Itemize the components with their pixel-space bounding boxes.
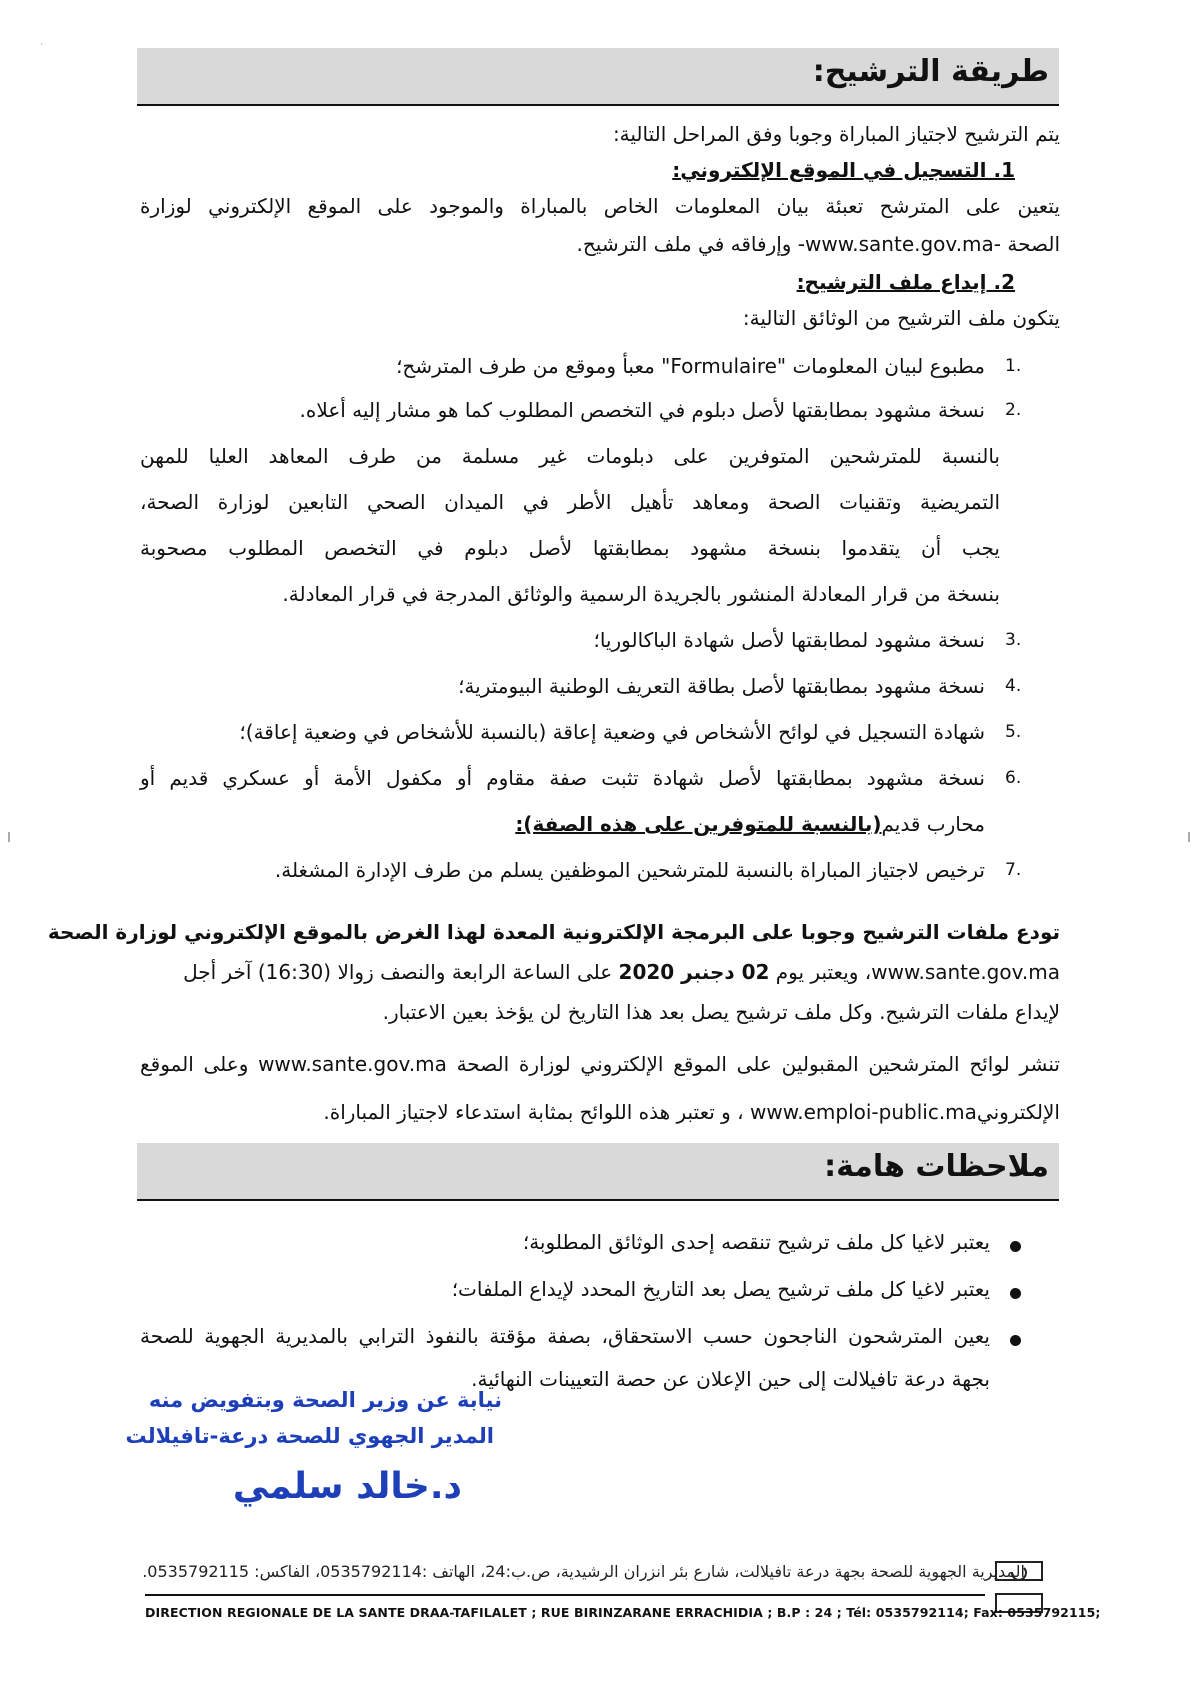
item6-cont-plain: محارب قديم	[881, 812, 985, 836]
list-item: نسخة مشهود بمطابقتها لأصل شهادة تثبت صفة مقاوم أو مكفول الأمة أو عسكري قديم أو	[140, 766, 985, 790]
step1-line2: الصحة -www.sante.gov.ma- وإرفاقه في ملف الترشيح.	[576, 232, 1060, 256]
signature-stamp	[125, 1380, 502, 1520]
section-header-notes	[137, 1143, 1059, 1201]
item-number: 7.	[1005, 860, 1022, 880]
bullet-icon	[1010, 1241, 1021, 1252]
scan-edge-mark	[8, 832, 10, 842]
item-number: 1.	[1005, 356, 1022, 376]
step1-line1: يتعين على المترشح تعبئة بيان المعلومات الخاص بالمباراة والموجود على الموقع الإلكتروني لوزارة	[140, 194, 1060, 218]
scan-artifact: ·	[40, 40, 43, 50]
item-number: 4.	[1005, 676, 1022, 696]
item-number: 5.	[1005, 722, 1022, 742]
footer-arabic-address: المديرية الجهوية للصحة بجهة درعة تافيلالت، شارع بئر انزران الرشيدية، ص.ب:24، الهاتف :0535792114، الفاكس: 0535792115.	[142, 1562, 1025, 1581]
note-item: يعين المترشحون الناجحون حسب الاستحقاق، بصفة مؤقتة بالنفوذ الترابي بالمديرية الجهوية للصحة	[140, 1324, 990, 1348]
equivalence-note-line: بالنسبة للمترشحين المتوفرين على دبلومات غير مسلمة من طرف المعاهد العليا للمهن	[140, 444, 1000, 468]
signature-line2: المدير الجهوي للصحة درعة-تافيلالت	[125, 1424, 494, 1448]
step1-heading: 1. التسجيل في الموقع الإلكتروني:	[672, 158, 1015, 182]
signature-name: د.خالد سلمي	[232, 1466, 462, 1507]
item-number: 2.	[1005, 400, 1022, 420]
section-title: طريقة الترشيح:	[812, 54, 1049, 89]
footer-divider	[145, 1594, 985, 1596]
step2-heading: 2. إيداع ملف الترشيح:	[796, 270, 1015, 294]
deposit-line4: تنشر لوائح المترشحين المقبولين على الموقع الإلكتروني لوزارة الصحة www.sante.gov.ma وعلى الموقع	[140, 1052, 1060, 1076]
candidacy-intro: يتم الترشيح لاجتياز المباراة وجوبا وفق المراحل التالية:	[612, 122, 1060, 146]
footer-french-address: DIRECTION REGIONALE DE LA SANTE DRAA-TAFILALET ; RUE BIRINZARANE ERRACHIDIA ; B.P : 24 ; Tél: 0535792114; Fax: 0535792115;	[145, 1605, 1101, 1620]
list-item: نسخة مشهود بمطابقتها لأصل دبلوم في التخصص المطلوب كما هو مشار إليه أعلاه.	[299, 398, 985, 422]
item6-continuation	[515, 810, 985, 838]
note-item: يعتبر لاغيا كل ملف ترشيح تنقصه إحدى الوثائق المطلوبة؛	[522, 1230, 990, 1254]
note-item-continuation: بجهة درعة تافيلالت إلى حين الإعلان عن حصة التعيينات النهائية.	[471, 1367, 990, 1391]
equivalence-note-line: التمريضية وتقنيات الصحة ومعاهد تأهيل الأطر في الميدان الصحي التابعين لوزارة الصحة،	[140, 490, 1000, 514]
list-item: نسخة مشهود لمطابقتها لأصل شهادة الباكالوريا؛	[593, 628, 985, 652]
deposit-line3: لإيداع ملفات الترشيح. وكل ملف ترشيح يصل بعد هذا التاريخ لن يؤخذ بعين الاعتبار.	[382, 1000, 1060, 1024]
list-item: مطبوع لبيان المعلومات "Formulaire" معبأ وموقع من طرف المترشح؛	[396, 354, 985, 378]
list-item: ترخيص لاجتياز المباراة بالنسبة للمترشحين الموظفين يسلم من طرف الإدارة المشغلة.	[274, 858, 985, 882]
signature-line1: نيابة عن وزير الصحة وبتفويض منه	[148, 1388, 502, 1412]
deposit-line1: تودع ملفات الترشيح وجوبا على البرمجة الإلكترونية المعدة لهذا الغرض بالموقع الإلكتروني لوزارة الصحة	[47, 920, 1060, 944]
note-item: يعتبر لاغيا كل ملف ترشيح يصل بعد التاريخ المحدد لإيداع الملفات؛	[451, 1277, 990, 1301]
equivalence-note-line: بنسخة من قرار المعادلة المنشور بالجريدة الرسمية والوثائق المدرجة في قرار المعادلة.	[282, 582, 1000, 606]
section-header-candidacy	[137, 48, 1059, 106]
deposit-line2-b: على الساعة الرابعة والنصف زوالا (16:30) آخر أجل	[183, 960, 613, 984]
list-item: نسخة مشهود بمطابقتها لأصل بطاقة التعريف الوطنية البيومترية؛	[458, 674, 985, 698]
item-number: 3.	[1005, 630, 1022, 650]
deposit-line2-a: www.sante.gov.ma، ويعتبر يوم	[775, 960, 1060, 984]
item6-cont-bold: (بالنسبة للمتوفرين على هذه الصفة):	[515, 812, 882, 836]
bullet-icon	[1010, 1288, 1021, 1299]
deposit-date: 02 دجنبر 2020	[618, 960, 770, 984]
bullet-icon	[1010, 1335, 1021, 1346]
list-item: شهادة التسجيل في لوائح الأشخاص في وضعية إعاقة (بالنسبة للأشخاص في وضعية إعاقة)؛	[239, 720, 985, 744]
deposit-line5: الإلكترونيwww.emploi-public.ma ، و تعتبر هذه اللوائح بمثابة استدعاء لاجتياز المباراة.	[323, 1100, 1060, 1124]
equivalence-note-line: يجب أن يتقدموا بنسخة مشهود بمطابقتها لأصل دبلوم في التخصص المطلوب مصحوبة	[140, 536, 1000, 560]
scan-edge-mark	[1188, 832, 1190, 842]
item-number: 6.	[1005, 768, 1022, 788]
deposit-line2	[183, 958, 1060, 986]
step2-intro: يتكون ملف الترشيح من الوثائق التالية:	[742, 306, 1060, 330]
section-title: ملاحظات هامة:	[824, 1149, 1049, 1184]
